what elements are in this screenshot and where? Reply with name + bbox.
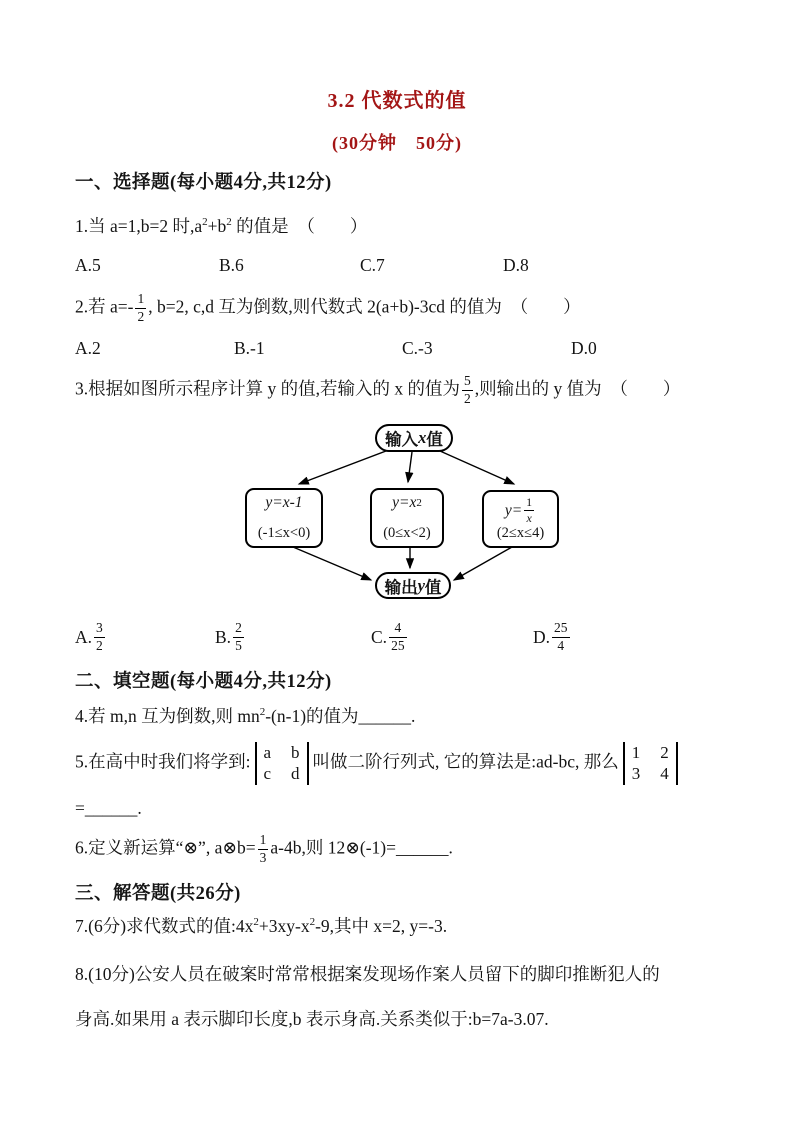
fraction-five-halves: $\frac{5}{2}$ <box>464 373 471 406</box>
output-label-pre: 输出 <box>384 577 418 597</box>
option-b: B.6 <box>219 255 244 275</box>
input-label-pre: 输入 <box>385 430 419 449</box>
q2-pre: 2.若 a=- <box>75 296 134 317</box>
flow-arrow <box>440 451 514 484</box>
q3-post: ,则输出的 y 值为 （ ） <box>474 378 681 399</box>
flowchart-branch2-box <box>370 488 444 548</box>
option-d: D. $\frac{25}{4}$ <box>533 620 568 653</box>
question-1-options <box>75 255 754 295</box>
flowchart-output-box <box>375 572 451 599</box>
q7-exponent: 2 <box>253 916 259 929</box>
section-blank-heading: 二、填空题(每小题4分,共12分) <box>75 672 332 692</box>
question-8-text <box>75 952 736 1042</box>
option-b: B. $\frac{2}{5}$ <box>215 620 242 653</box>
question-2-options <box>75 338 754 378</box>
option-c: C.-3 <box>402 338 433 358</box>
option-d: D.8 <box>503 255 529 275</box>
fraction: $\frac{2}{5}$ <box>235 620 242 653</box>
fraction-one-over-x: $\frac{1}{x}$ <box>526 495 533 526</box>
question-3-options <box>75 621 754 661</box>
q7-post: -9,其中 x=2, y=-3. <box>315 916 448 936</box>
fraction: $\frac{3}{2}$ <box>96 620 103 653</box>
output-var: y <box>417 575 425 595</box>
branch1-formula: y=x-1 <box>265 494 303 511</box>
q7-exponent: 2 <box>309 916 316 929</box>
branch3-formula: y= $\frac{1}{x}$ <box>504 495 533 526</box>
q5-pre: 5.在高中时我们将学到: <box>75 751 251 772</box>
q1-mid: +b <box>207 216 227 236</box>
input-label-post: 值 <box>426 430 443 449</box>
q1-exponent: 2 <box>226 216 232 229</box>
option-d: D.0 <box>571 338 597 358</box>
output-label-post: 值 <box>424 577 442 597</box>
branch3-condition: (2≤x≤4) <box>496 525 545 542</box>
option-a: A.2 <box>75 338 101 358</box>
flow-arrow <box>299 451 386 484</box>
q1-pre: 1.当 a=1,b=2 时,a <box>75 216 203 236</box>
fraction-one-third: $\frac{1}{3}$ <box>259 832 267 865</box>
option-c: C. $\frac{4}{25}$ <box>371 620 405 653</box>
flowchart-input-box <box>375 424 453 452</box>
q8-line2: 身高.如果用 a 表示脚印长度,b 表示身高.关系类似于:b=7a-3.07. <box>75 1009 549 1029</box>
q4-exponent: 2 <box>259 706 266 719</box>
branch1-condition: (-1≤x<0) <box>257 525 311 541</box>
section-choice-heading: 一、选择题(每小题4分,共12分) <box>75 173 332 193</box>
question-6-text <box>75 833 736 866</box>
input-var: x <box>418 428 427 447</box>
branch2-condition: (0≤x<2) <box>383 525 431 541</box>
question-5-text <box>75 742 736 785</box>
question-2-text <box>75 292 736 325</box>
determinant-1234: 1 2 3 4 <box>623 742 678 785</box>
page-subtitle: (30分钟 50分) <box>332 133 462 153</box>
q1-post: 的值是 （ ） <box>231 216 368 236</box>
q2-post: , b=2, c,d 互为倒数,则代数式 2(a+b)-3cd 的值为 （ ） <box>148 296 581 317</box>
q6-post: a-4b,则 12⊗(-1)=______. <box>270 837 453 858</box>
q1-exponent: 2 <box>202 216 208 229</box>
option-a: A.5 <box>75 255 101 275</box>
fraction: $\frac{25}{4}$ <box>554 620 568 653</box>
q8-line1: 8.(10分)公安人员在破案时常常根据案发现场作案人员留下的脚印推断犯人的 <box>75 964 660 984</box>
flow-arrow <box>408 452 412 482</box>
branch2-formula: y=x 2 <box>392 494 422 511</box>
option-a: A. $\frac{3}{2}$ <box>75 620 103 653</box>
q4-pre: 4.若 m,n 互为倒数,则 mn <box>75 706 260 726</box>
question-4-text <box>75 705 736 729</box>
q3-pre: 3.根据如图所示程序计算 y 的值,若输入的 x 的值为 <box>75 378 460 399</box>
flow-arrow <box>454 547 512 580</box>
section-solve-heading: 三、解答题(共26分) <box>75 884 241 904</box>
fraction: $\frac{4}{25}$ <box>391 620 405 653</box>
determinant-abcd: a b c d <box>255 742 309 785</box>
question-3-text <box>75 374 736 407</box>
option-b: B.-1 <box>234 338 265 358</box>
q6-pre: 6.定义新运算“⊗”, a⊗b= <box>75 837 256 858</box>
question-1-text <box>75 215 736 239</box>
q5-mid: 叫做二阶行列式, 它的算法是:ad-bc, 那么 <box>312 751 619 772</box>
q7-mid: +3xy-x <box>258 916 310 936</box>
question-5-answer-blank: =______. <box>75 798 142 818</box>
flowchart <box>190 420 630 612</box>
flowchart-branch1-box <box>245 488 323 548</box>
q7-pre: 7.(6分)求代数式的值:4x <box>75 916 254 936</box>
flowchart-branch3-box <box>482 490 559 548</box>
q4-post: -(n-1)的值为______. <box>265 706 416 726</box>
question-7-text <box>75 915 736 939</box>
fraction-one-half: $\frac{1}{2}$ <box>137 291 145 324</box>
flow-arrow <box>293 547 371 580</box>
page-title: 3.2 代数式的值 <box>327 90 467 112</box>
option-c: C.7 <box>360 255 385 275</box>
